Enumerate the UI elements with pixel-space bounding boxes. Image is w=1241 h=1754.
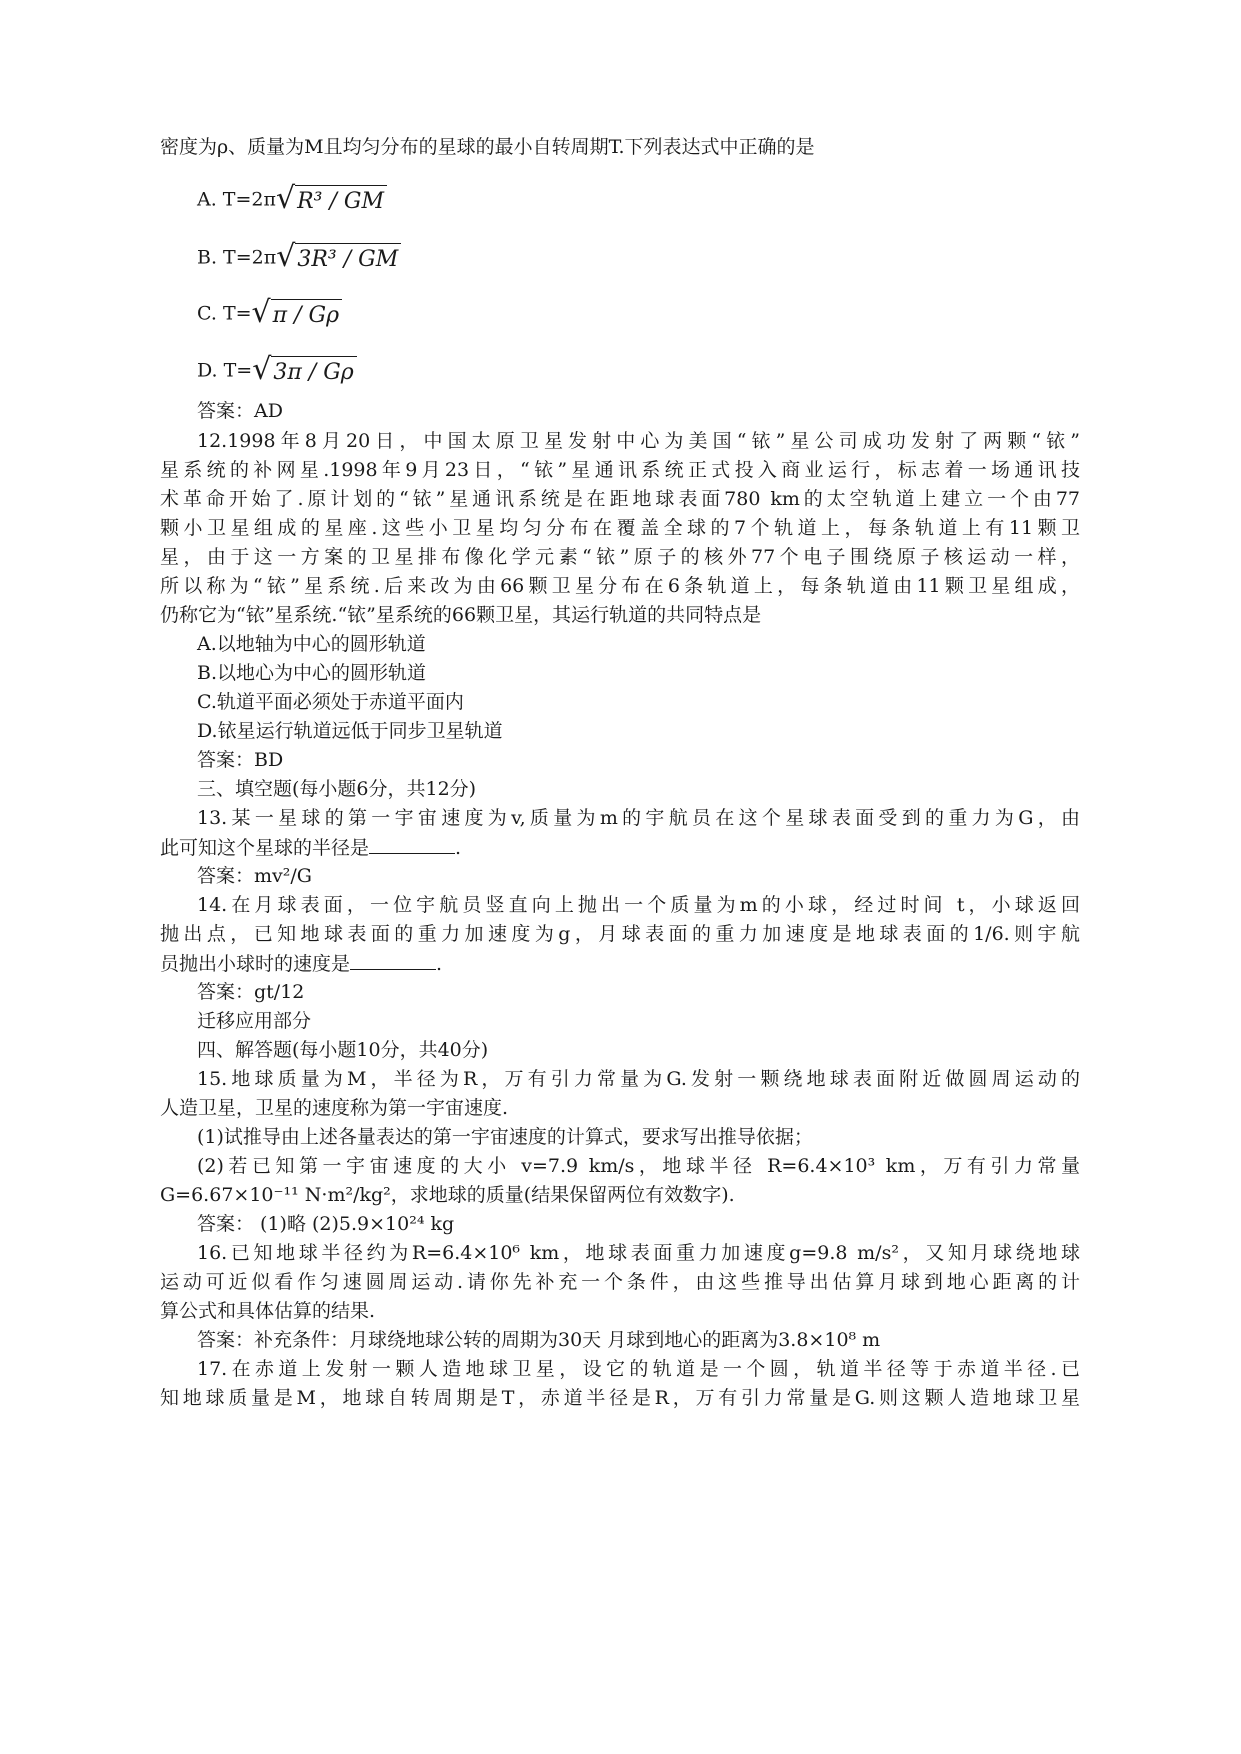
answer-16: 答案：补充条件：月球绕地球公转的周期为30天 月球到地心的距离为3.8×10⁸ m — [197, 1329, 881, 1351]
question-16-line-3: 算公式和具体估算的结果. — [160, 1300, 376, 1322]
question-16-line-2: 运动可近似看作匀速圆周运动.请你先补充一个条件，由这些推导出估算月球到地心距离的计 — [160, 1271, 1080, 1293]
question-12-line-5: 星，由于这一方案的卫星排布像化学元素“铱”原子的核外77个电子围绕原子核运动一样， — [160, 546, 1080, 568]
option-a-formula: √R³ / GM — [276, 184, 387, 217]
option-d — [197, 352, 357, 388]
section-4-heading: 四、解答题(每小题10分，共40分) — [197, 1039, 489, 1061]
answer-blank[interactable] — [369, 835, 455, 854]
option-b-label: B. T=2π — [197, 246, 277, 269]
question-12-line-1: 12.1998年8月20日，中国太原卫星发射中心为美国“铱”星公司成功发射了两颗“铱” — [197, 430, 1080, 452]
answer-11: 答案：AD — [197, 400, 283, 422]
option-c-label: C. T= — [197, 302, 252, 325]
question-11-stem: 密度为ρ、质量为M且均匀分布的星球的最小自转周期T.下列表达式中正确的是 — [160, 136, 815, 158]
question-15-part-1: (1)试推导由上述各量表达的第一宇宙速度的计算式，要求写出推导依据； — [197, 1126, 813, 1148]
question-17-line-1: 17.在赤道上发射一颗人造地球卫星，设它的轨道是一个圆，轨道半径等于赤道半径.已 — [197, 1358, 1080, 1380]
question-15-line-1: 15.地球质量为M，半径为R，万有引力常量为G.发射一颗绕地球表面附近做圆周运动的 — [197, 1068, 1080, 1090]
question-13-text: 此可知这个星球的半径是 — [160, 837, 370, 859]
option-c — [197, 295, 342, 331]
question-16-line-1: 16.已知地球半径约为R=6.4×10⁶ km，地球表面重力加速度g=9.8 m/s²，又知月球绕地球 — [197, 1242, 1080, 1264]
option-a — [197, 181, 387, 217]
question-15-part-2: (2)若已知第一宇宙速度的大小 v=7.9 km/s，地球半径 R=6.4×10³ km，万有引力常量 — [197, 1155, 1080, 1177]
answer-blank[interactable] — [350, 951, 436, 970]
question-12-option-c: C.轨道平面必须处于赤道平面内 — [197, 691, 464, 713]
question-12-line-4: 颗小卫星组成的星座.这些小卫星均匀分布在覆盖全球的7个轨道上，每条轨道上有11颗卫 — [160, 517, 1080, 539]
transfer-section-heading: 迁移应用部分 — [197, 1010, 312, 1032]
answer-13: 答案：mv²/G — [197, 865, 312, 887]
question-12-line-3: 术革命开始了.原计划的“铱”星通讯系统是在距地球表面780 km的太空轨道上建立一个由77 — [160, 488, 1080, 510]
option-d-formula: √3π / Gρ — [252, 355, 357, 388]
option-b — [197, 239, 401, 275]
question-12-line-2: 星系统的补网星.1998年9月23日，“铱”星通讯系统正式投入商业运行，标志着一场通讯技 — [160, 459, 1080, 481]
question-14-text: 员抛出小球时的速度是 — [160, 953, 351, 975]
option-d-label: D. T= — [197, 359, 253, 382]
option-b-formula: √3R³ / GM — [276, 242, 401, 275]
question-13-line-2 — [160, 835, 461, 860]
question-12-line-6: 所以称为“铱”星系统.后来改为由66颗卫星分布在6条轨道上，每条轨道由11颗卫星组成， — [160, 575, 1080, 597]
question-14-line-3 — [160, 951, 442, 976]
question-17-line-2: 知地球质量是M，地球自转周期是T，赤道半径是R，万有引力常量是G.则这颗人造地球卫星 — [160, 1387, 1080, 1409]
question-14-line-2: 抛出点，已知地球表面的重力加速度为g，月球表面的重力加速度是地球表面的1/6.则宇航 — [160, 923, 1080, 945]
question-15-part-2-cont: G=6.67×10⁻¹¹ N·m²/kg²，求地球的质量(结果保留两位有效数字). — [160, 1184, 735, 1206]
question-14-line-1: 14.在月球表面，一位宇航员竖直向上抛出一个质量为m的小球，经过时间 t，小球返回 — [197, 894, 1080, 916]
answer-14: 答案：gt/12 — [197, 981, 305, 1003]
answer-15: 答案： (1)略 (2)5.9×10²⁴ kg — [197, 1213, 455, 1235]
option-a-label: A. T=2π — [197, 188, 276, 211]
question-12-option-a: A.以地轴为中心的圆形轨道 — [197, 633, 426, 655]
question-12-option-b: B.以地心为中心的圆形轨道 — [197, 662, 427, 684]
answer-12: 答案：BD — [197, 749, 284, 771]
question-14-period: . — [436, 953, 443, 975]
question-12-option-d: D.铱星运行轨道远低于同步卫星轨道 — [197, 720, 503, 742]
section-3-heading: 三、填空题(每小题6分，共12分) — [197, 778, 477, 800]
option-c-formula: √π / Gρ — [252, 298, 343, 331]
question-15-line-2: 人造卫星，卫星的速度称为第一宇宙速度. — [160, 1097, 509, 1119]
question-12-line-7: 仍称它为“铱”星系统.“铱”星系统的66颗卫星，其运行轨道的共同特点是 — [160, 604, 762, 626]
question-13-period: . — [455, 837, 462, 859]
question-13-line-1: 13.某一星球的第一宇宙速度为v,质量为m的宇航员在这个星球表面受到的重力为G，由 — [197, 807, 1080, 829]
